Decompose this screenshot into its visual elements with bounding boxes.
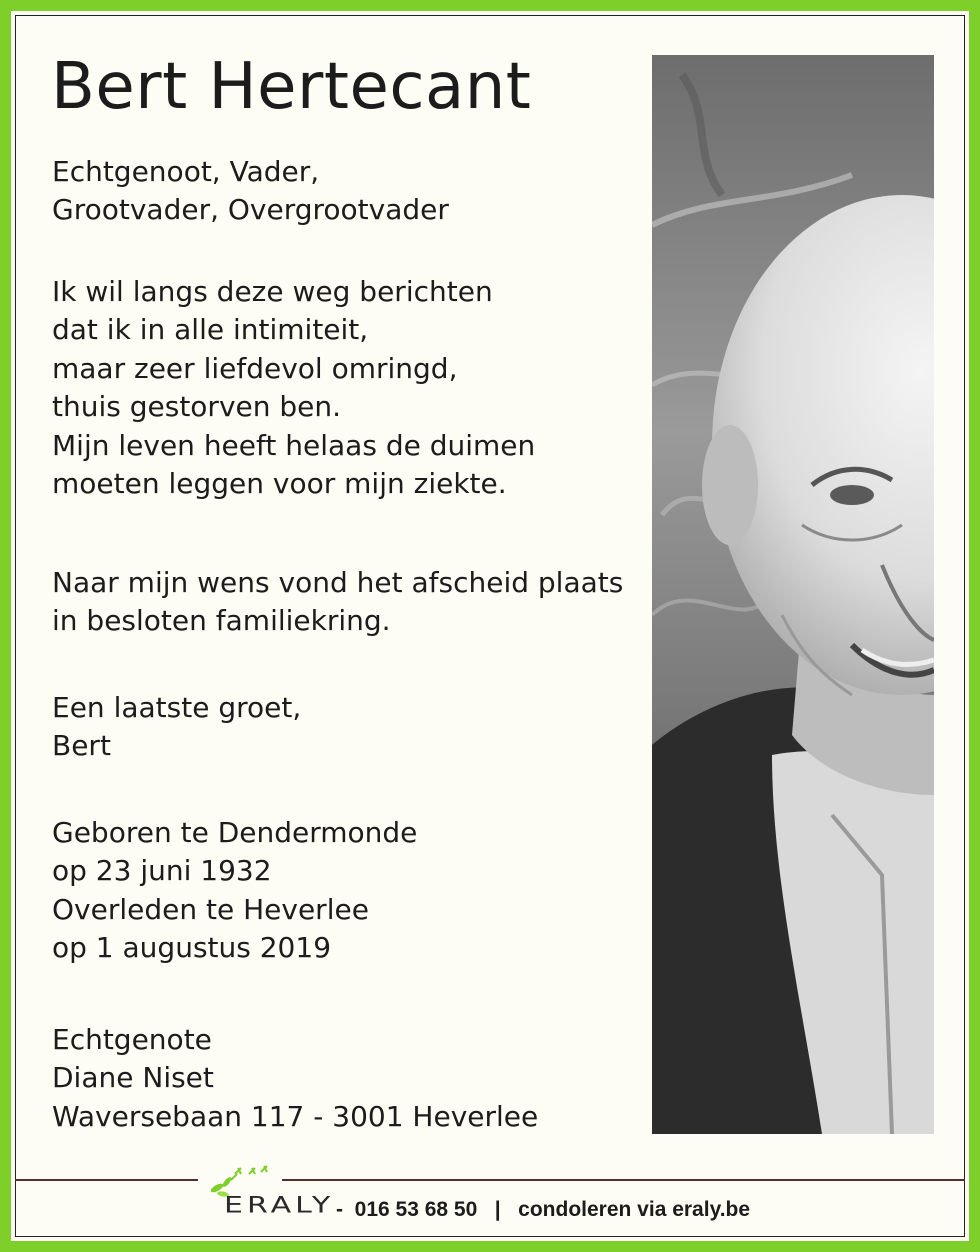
contact-line: Echtgenote [52,1023,212,1056]
dates-line: op 1 augustus 2019 [52,931,332,965]
contact-block [52,1021,538,1136]
dates-line: op 23 juni 1932 [52,854,272,888]
greeting-line: Bert [52,729,111,763]
farewell-line: Naar mijn wens vond het afscheid plaats [52,566,624,599]
contact-line: Diane Niset [52,1061,214,1095]
contact-line: Waversebaan 117 - 3001 Heverlee [52,1099,539,1133]
relation-block [52,153,449,230]
dates-line: Overleden te Heverlee [52,892,369,926]
message-line: Mijn leven heeft helaas de duimen [52,428,536,462]
portrait-photo [652,55,934,1134]
farewell-block [52,564,623,641]
footer-contact-line: - 016 53 68 50 | condoleren via eraly.be [336,1198,751,1221]
relation-line: Echtgenoot, Vader, [52,155,320,188]
message-line: thuis gestorven ben. [52,390,342,424]
deceased-name: Bert Hertecant [51,50,532,124]
footer-divider [15,1179,965,1181]
message-line: dat ik in alle intimiteit, [52,313,369,347]
dates-line: Geboren te Dendermonde [52,816,418,849]
message-line: maar zeer liefdevol omringd, [52,351,458,385]
relation-line: Grootvader, Overgrootvader [52,193,449,227]
greeting-block [52,689,301,766]
dates-block [52,814,417,968]
eraly-logo: ERALY [224,1192,335,1219]
greeting-line: Een laatste groet, [52,691,302,724]
message-line: Ik wil langs deze weg berichten [52,275,493,308]
message-block [52,273,535,503]
message-line: moeten leggen voor mijn ziekte. [52,466,507,500]
farewell-line: in besloten familiekring. [52,604,391,638]
